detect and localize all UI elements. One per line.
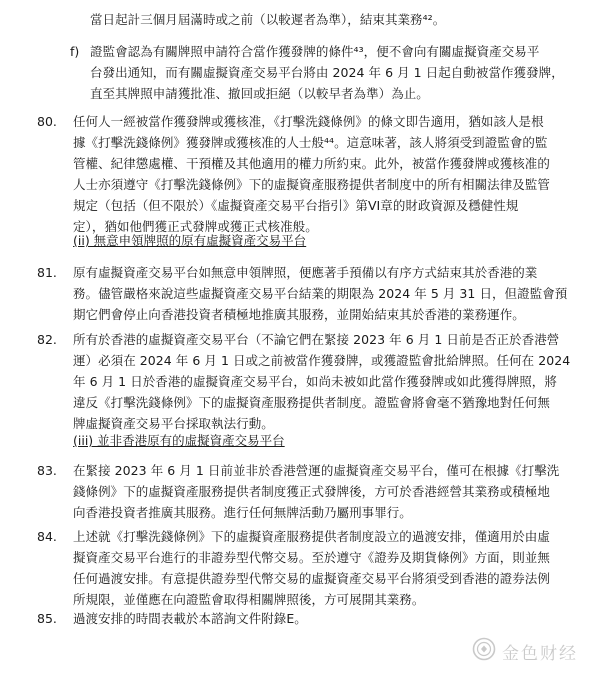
- text-line: 所有於香港的虛擬資產交易平台（不論它們在緊接 2023 年 6 月 1 日前是否正於香港營: [73, 332, 560, 347]
- text-line: 據《打擊洗錢條例》獲發牌或獲核准的人士般⁴⁴。這意味著，該人將須受到證監會的監: [73, 135, 548, 150]
- text-line: 任何過渡安排。有意提供證券型代幣交易的虛擬資產交易平台將須受到香港的證券法例: [73, 571, 550, 586]
- paragraph-number: 81.: [37, 265, 57, 280]
- text-line: 年 6 月 1 日於香港的虛擬資產交易平台，如尚未被如此當作獲發牌或如此獲得牌照，將: [73, 374, 557, 389]
- text-line: 牌虛擬資產交易平台採取執法行動。: [73, 416, 274, 431]
- text-line: 向香港投資者推廣其服務。進行任何無牌活動乃屬刑事罪行。: [73, 505, 412, 520]
- paragraph-number: 80.: [37, 114, 57, 129]
- section-heading-ii: (ii) 無意申領牌照的原有虛擬資產交易平台: [73, 233, 307, 248]
- text-line: 當日起計三個月屆滿時或之前（以較遲者為準），結束其業務⁴²。: [90, 12, 446, 27]
- paragraph-82: [37, 329, 597, 434]
- text-line: 上述就《打擊洗錢條例》下的虛擬資產服務提供者制度設立的過渡安排，僅適用於由虛: [73, 529, 550, 544]
- text-line: 過渡安排的時間表載於本諮詢文件附錄E。: [73, 611, 307, 626]
- list-item-f: [70, 41, 590, 104]
- paragraph-84: [37, 526, 597, 610]
- text-line: 人士亦須遵守《打擊洗錢條例》下的虛擬資產服務提供者制度中的所有相關法律及監管: [73, 177, 550, 192]
- text-line: 在緊接 2023 年 6 月 1 日前並非於香港營運的虛擬資產交易平台，僅可在根據《打擊洗: [73, 463, 560, 478]
- watermark: [472, 637, 578, 665]
- text-line: 直至其牌照申請獲批准、撤回或拒絕（以較早者為準）為止。: [90, 86, 429, 101]
- paragraph-number: 83.: [37, 463, 57, 478]
- paragraph-85: [37, 608, 597, 629]
- text-line: 原有虛擬資產交易平台如無意申領牌照，便應著手預備以有序方式結束其於香港的業: [73, 265, 538, 280]
- paragraph-number: 85.: [37, 611, 57, 626]
- text-line: 定），猶如他們獲正式發牌或獲正式核准般。: [73, 219, 318, 234]
- continuation-line: [90, 9, 445, 30]
- text-line: 任何人一經被當作獲發牌或獲核准，《打擊洗錢條例》的條文即告適用，猶如該人是根: [73, 114, 544, 129]
- item-number: f): [70, 44, 80, 59]
- paragraph-number: 84.: [37, 529, 57, 544]
- paragraph-80: [37, 111, 597, 237]
- paragraph-number: 82.: [37, 332, 57, 347]
- paragraph-81: [37, 262, 597, 325]
- paragraph-83: [37, 460, 597, 523]
- watermark-text: 金色财经: [502, 643, 578, 664]
- golden-coin-logo-icon: [472, 637, 496, 665]
- text-line: 規定（包括（但不限於）《虛擬資產交易平台指引》第VI章的財政資源及穩健性規: [73, 198, 519, 213]
- text-line: 證監會認為有關牌照申請符合當作獲發牌的條件⁴³，便不會向有關虛擬資產交易平: [90, 44, 540, 59]
- text-line: 錢條例》下的虛擬資產服務提供者制度獲正式發牌後，方可於香港經營其業務或積極地: [73, 484, 550, 499]
- text-line: 違反《打擊洗錢條例》下的虛擬資產服務提供者制度。證監會將會毫不猶豫地對任何無: [73, 395, 550, 410]
- text-line: 運）必須在 2024 年 6 月 1 日或之前被當作獲發牌，或獲證監會批給牌照。任何在 2024: [73, 353, 571, 368]
- section-heading-iii: (iii) 並非香港原有的虛擬資產交易平台: [73, 433, 285, 448]
- text-line: 台發出通知，而有關虛擬資產交易平台將由 2024 年 6 月 1 日起自動被當作獲發牌，: [90, 65, 564, 80]
- text-line: 擬資產交易平台進行的非證券型代幣交易。至於遵守《證券及期貨條例》方面，則並無: [73, 550, 550, 565]
- text-line: 所規限，並僅應在向證監會取得相關牌照後，方可展開其業務。: [73, 592, 425, 607]
- text-line: 務。儘管嚴格來說這些虛擬資產交易平台結業的期限為 2024 年 5 月 31 日，但證監會預: [73, 286, 568, 301]
- text-line: 管權、紀律懲處權、干預權及其他適用的權力所約束。此外，被當作獲發牌或獲核准的: [73, 156, 550, 171]
- text-line: 期它們會停止向香港投資者積極地推廣其服務，並開始結束其於香港的業務運作。: [73, 307, 525, 322]
